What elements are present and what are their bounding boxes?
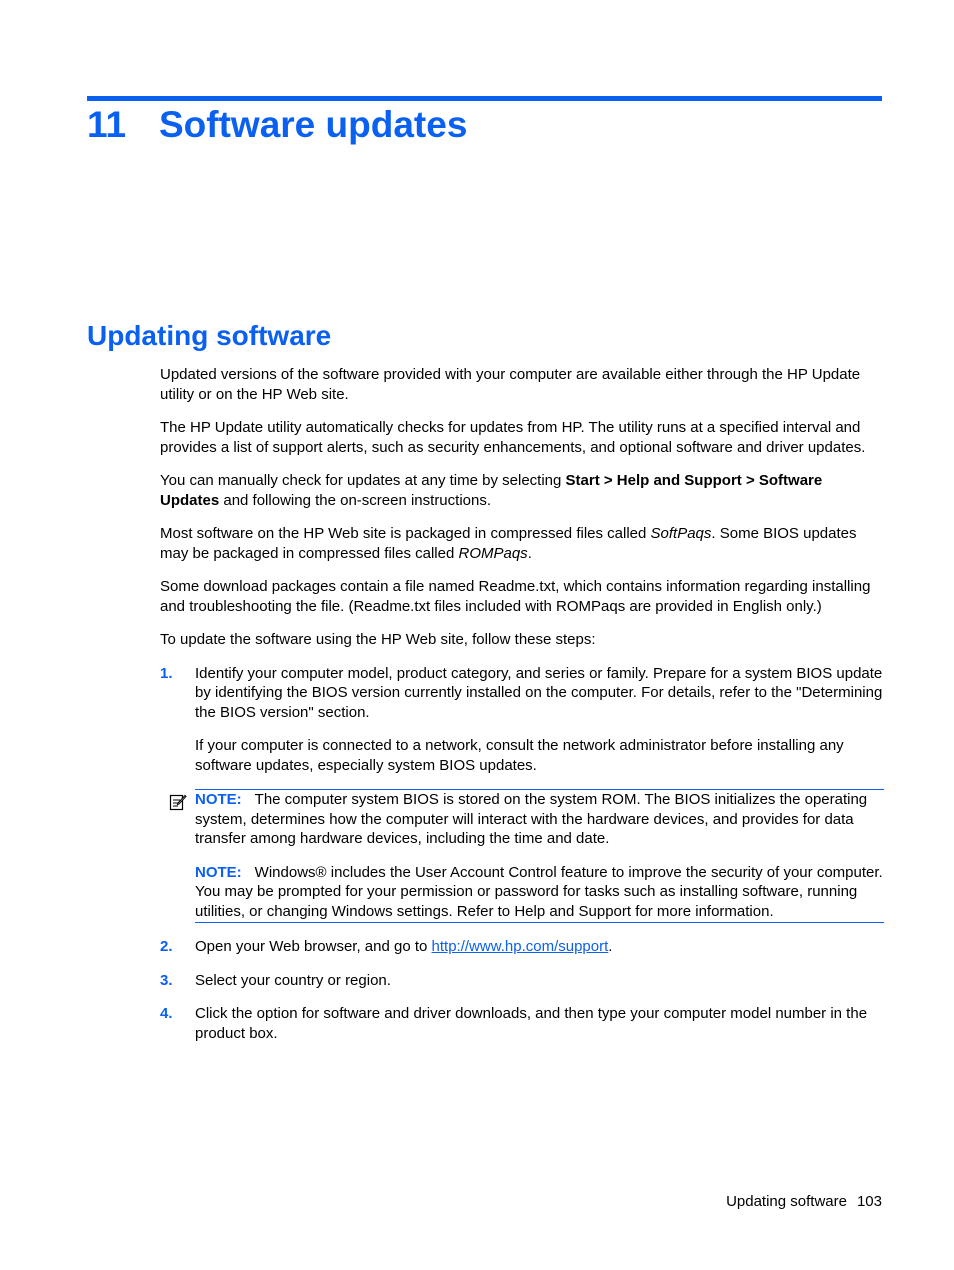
chapter-title-text: Software updates [159, 104, 468, 145]
page-footer [726, 1193, 882, 1210]
step-text: Identify your computer model, product category, and series or family. Prepare for a system BIOS update by identifying the BIOS version currently installed on the computer. For details, refer to the "Determining the BIOS version" section. [195, 664, 883, 721]
note-text: Windows® includes the User Account Control feature to improve the security of your computer. You may be prompted for your permission or password for tasks such as installing software, running utilities, or changing Windows settings. Refer to Help and Support for more information. [195, 863, 883, 920]
chapter-title [87, 102, 467, 148]
step-3 [160, 971, 884, 991]
menu-path: Start > Help and Support > Software Updates [160, 472, 823, 509]
footer-section: Updating software [726, 1193, 847, 1210]
term-rompaqs: ROMPaqs [458, 544, 528, 562]
note-2 [195, 863, 884, 922]
paragraph-steps-intro: To update the software using the HP Web site, follow these steps: [160, 631, 596, 648]
step-1 [160, 664, 884, 924]
paragraph-manual-check [160, 471, 884, 510]
note-label: NOTE: [195, 791, 242, 808]
chapter-number: 11 [87, 104, 127, 145]
step-text: Select your country or region. [195, 971, 391, 989]
section-title: Updating software [87, 320, 332, 351]
text: . [527, 544, 532, 562]
step-number: 4. [160, 1005, 173, 1022]
step-number: 2. [160, 938, 173, 955]
term-softpaqs: SoftPaqs [650, 525, 712, 542]
steps-list [160, 664, 884, 1044]
text: You can manually check for updates at any time by selecting [160, 472, 566, 489]
step-4 [160, 1004, 884, 1043]
paragraph-softpaqs [160, 524, 884, 563]
paragraph-update-utility: The HP Update utility automatically checks for updates from HP. The utility runs at a specified interval and provides a list of support alerts, such as security enhancements, and optional software and driver updates. [160, 419, 866, 456]
step-text: If your computer is connected to a network, consult the network administrator before installing any software updates, especially system BIOS updates. [195, 737, 844, 774]
text: Most software on the HP Web site is packaged in compressed files called [160, 525, 651, 542]
paragraph-readme: Some download packages contain a file named Readme.txt, which contains information regarding installing and troubleshooting the file. (Readme.txt files included with ROMPaqs are provided in English only.) [160, 578, 871, 615]
hp-support-link[interactable]: http://www.hp.com/support [431, 938, 609, 955]
step-number: 3. [160, 971, 173, 989]
page-number: 103 [856, 1193, 882, 1210]
step-text: Click the option for software and driver downloads, and then type your computer model number in the product box. [195, 1005, 868, 1042]
text: Open your Web browser, and go to [195, 938, 432, 955]
note-text: The computer system BIOS is stored on the system ROM. The BIOS initializes the operating system, determines how the computer will interact with the hardware devices, and provides for data transfer among hardware devices, including the time and date. [195, 791, 868, 847]
body-content [160, 365, 884, 1057]
note-label: NOTE: [195, 863, 242, 881]
paragraph-intro: Updated versions of the software provided with your computer are available either through the HP Update utility or on the HP Web site. [160, 366, 861, 403]
step-number: 1. [160, 664, 173, 682]
chapter-rule [87, 96, 882, 101]
note-box [195, 789, 884, 923]
note-icon [169, 793, 187, 811]
text: and following the on-screen instructions. [219, 491, 492, 509]
text: . [608, 938, 613, 955]
step-text [195, 937, 884, 957]
text: . Some BIOS updates may be packaged in compressed files called [160, 525, 857, 562]
note-1 [195, 790, 884, 849]
step-2 [160, 937, 884, 957]
